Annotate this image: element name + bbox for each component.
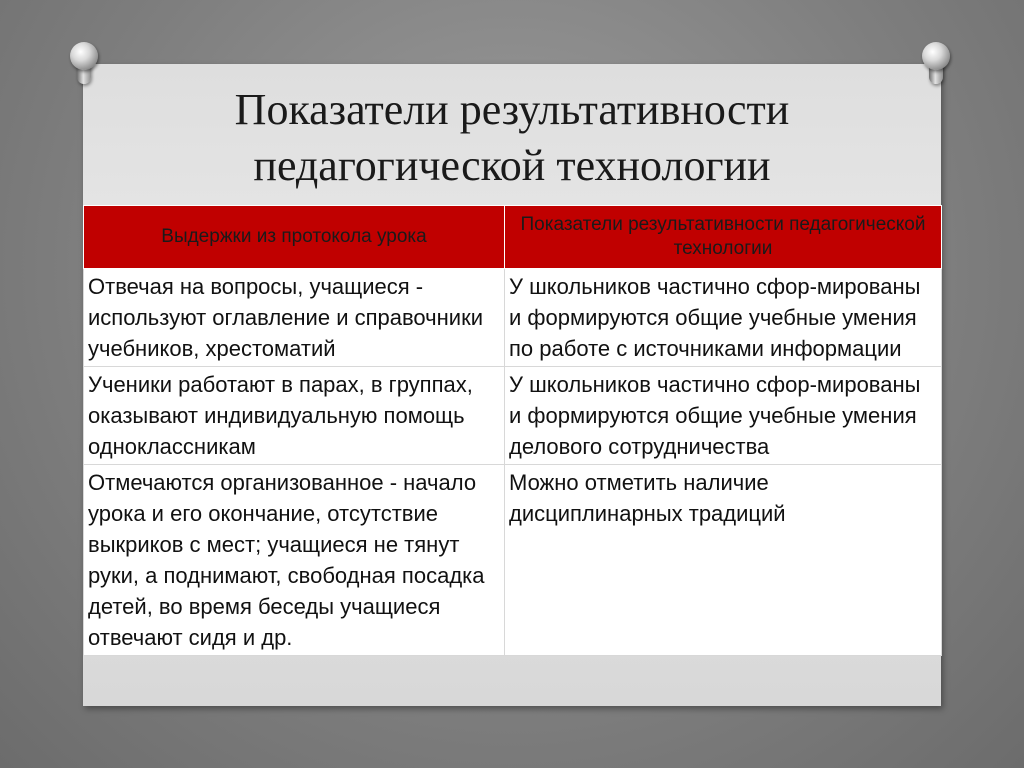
table-cell: Можно отметить наличие дисциплинарных традиций <box>505 465 942 656</box>
header-effectiveness-indicators: Показатели результативности педагогической технологии <box>505 206 942 269</box>
title-line-2: педагогической технологии <box>253 141 771 190</box>
pushpin-icon <box>66 40 102 86</box>
table-cell: Отвечая на вопросы, учащиеся - используют оглавление и справочники учебников, хрестоматий <box>84 269 505 367</box>
table-row <box>84 269 942 367</box>
table-cell: У школьников частично сфор-мированы и формируются общие учебные умения по работе с источниками информации <box>505 269 942 367</box>
title-line-1: Показатели результативности <box>234 85 790 134</box>
results-table <box>83 205 941 656</box>
table-row <box>84 465 942 656</box>
header-lesson-excerpts: Выдержки из протокола урока <box>84 206 505 269</box>
table-header-row <box>84 206 942 269</box>
table-cell: У школьников частично сфор-мированы и формируются общие учебные умения делового сотрудничества <box>505 367 942 465</box>
table-cell: Ученики работают в парах, в группах, оказывают индивидуальную помощь одноклассникам <box>84 367 505 465</box>
pushpin-icon <box>918 40 954 86</box>
slide-title <box>83 82 941 194</box>
table-row <box>84 367 942 465</box>
table-cell: Отмечаются организованное - начало урока и его окончание, отсутствие выкриков с мест; учащиеся не тянут руки, а поднимают, свободная посадка детей, во время беседы учащиеся отвечают сидя и др. <box>84 465 505 656</box>
